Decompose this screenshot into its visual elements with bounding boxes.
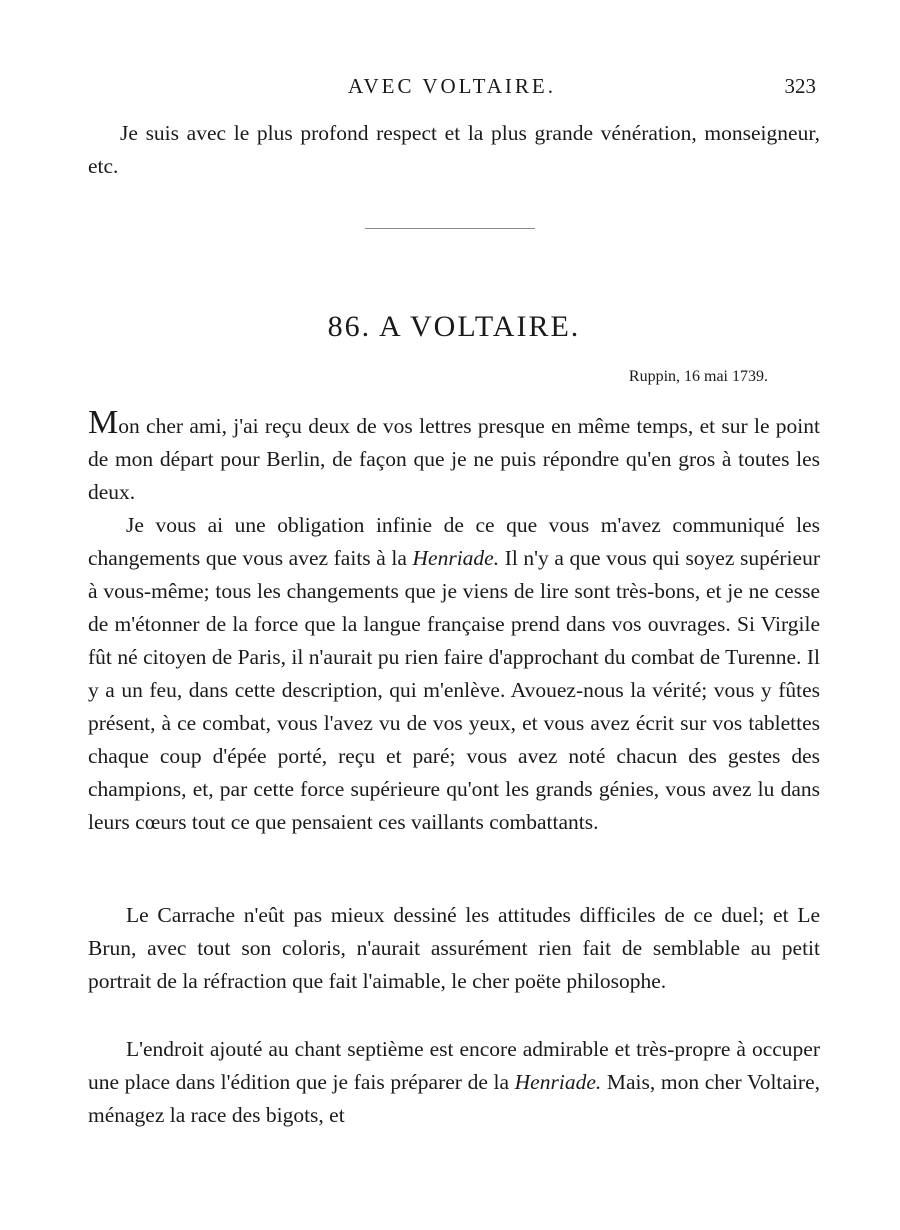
paragraph-4-text-a: L'endroit ajouté au chant septième est encore admirable et très-propre à occuper une place dans l'édition que je fais préparer de la <box>88 1037 820 1094</box>
paragraph-2-text-b: Il n'y a que vous qui soyez supérieur à vous-même; tous les changements que je viens de lire sont très-bons, et je ne cesse de m'étonner de la force que la langue française prend dans vos ouvrages. Si Virgile fût né citoyen de Paris, il n'aurait pu rien faire d'approchant du combat de Turenne. Il y a un feu, dans cette description, qui m'enlève. Avouez-nous la vérité; vous y fûtes présent, à ce combat, vous l'avez vu de vos yeux, et vous avez écrit sur vos tablettes chaque coup d'épée porté, reçu et paré; vous avez noté chacun des gestes des champions, et, par cette force supérieure qu'ont les grands génies, vous avez lu dans leurs cœurs tout ce que pensaient ces vaillants combattants. <box>88 546 820 834</box>
paragraph-4 <box>88 1033 820 1132</box>
paragraph-1 <box>88 404 820 509</box>
drop-cap: M <box>88 404 119 441</box>
paragraph-2 <box>88 509 820 839</box>
paragraph-2-text-a: Je vous ai une obligation infinie de ce que vous m'avez communiqué les changements que vous avez faits à la <box>88 513 820 570</box>
running-head <box>88 74 816 104</box>
page-number: 323 <box>784 74 816 98</box>
work-title-henriade-2: Henriade. <box>514 1070 602 1094</box>
paragraph-4-text-b: Mais, mon cher Voltaire, ménagez la race des bigots, et <box>88 1070 820 1127</box>
paragraph-3 <box>88 899 820 998</box>
running-head-title: AVEC VOLTAIRE. <box>348 74 556 98</box>
paragraph-1-text: on cher ami, j'ai reçu deux de vos lettres presque en même temps, et sur le point de mon départ pour Berlin, de façon que je ne puis répondre qu'en gros à toutes les deux. <box>88 414 820 504</box>
letter-heading: 86. A VOLTAIRE. <box>327 310 581 343</box>
place-date: Ruppin, 16 mai 1739. <box>628 368 768 385</box>
paragraph-3-text: Le Carrache n'eût pas mieux dessiné les attitudes difficiles de ce duel; et Le Brun, avec tout son coloris, n'aurait assurément rien fait de semblable au petit portrait de la réfraction que fait l'aimable, le cher poëte philosophe. <box>88 903 820 993</box>
work-title-henriade: Henriade. <box>412 546 500 570</box>
section-divider <box>365 228 535 229</box>
closing-salutation: Je suis avec le plus profond respect et la plus grande vénération, monseigneur, etc. <box>88 121 820 178</box>
